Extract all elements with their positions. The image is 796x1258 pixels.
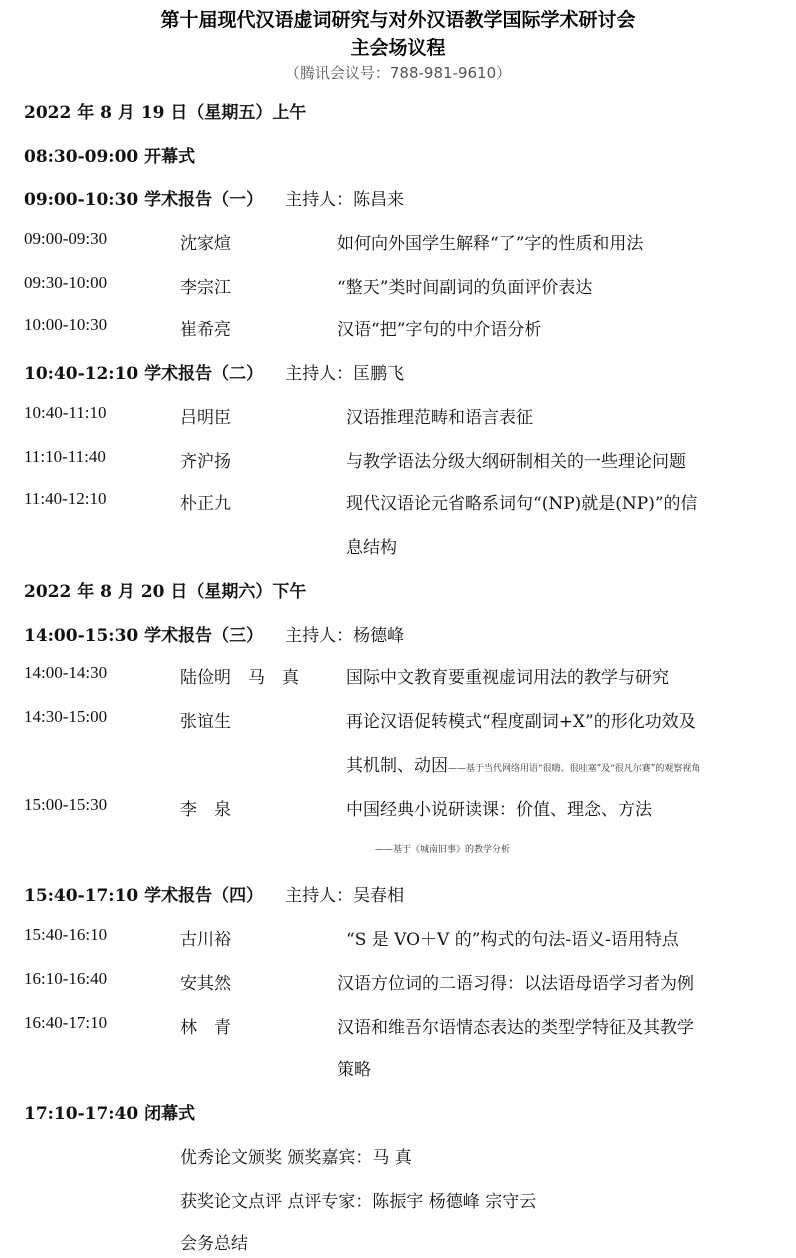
talk-time: 16:40-17:10	[24, 1013, 108, 1032]
talk-time: 14:00-14:30	[24, 663, 108, 682]
talk-title: 汉语方位词的二语习得：以法语母语学习者为例	[337, 974, 694, 994]
talk-speaker: 张谊生	[180, 712, 231, 732]
closing-ceremony: 17:10-17:40 闭幕式	[24, 1104, 196, 1124]
talk-title: 再论汉语促转模式“程度副词+X”的形化功效及	[346, 712, 696, 732]
talk-time: 10:00-10:30	[24, 315, 108, 334]
talk-title: 汉语“把”字句的中介语分析	[337, 320, 542, 340]
talk-title-continued: 息结构	[346, 538, 397, 558]
talk-title-continued	[346, 751, 700, 776]
talk-time: 15:40-16:10	[24, 925, 108, 944]
session3-header	[24, 621, 404, 646]
talk-speaker: 吕明臣	[180, 408, 231, 428]
session2-header	[24, 359, 404, 384]
session1-header	[24, 185, 404, 210]
talk-speaker: 李 泉	[180, 800, 231, 820]
talk-time: 16:10-16:40	[24, 969, 108, 988]
talk-title: 如何向外国学生解释“了”字的性质和用法	[337, 234, 644, 254]
session1-host: 主持人：陈昌来	[285, 190, 405, 210]
session4-label: 15:40-17:10 学术报告（四）	[24, 886, 264, 906]
talk-title: 现代汉语论元省略系词句“(NP)就是(NP)”的信	[346, 494, 698, 514]
session3-host: 主持人：杨德峰	[285, 626, 405, 646]
closing-item: 会务总结	[180, 1234, 248, 1254]
talk-speaker: 安其然	[180, 974, 231, 994]
talk-title: 中国经典小说研读课：价值、理念、方法	[346, 800, 652, 820]
title-line-1: 第十届现代汉语虚词研究与对外汉语教学国际学术研讨会	[160, 9, 636, 31]
session2-label: 10:40-12:10 学术报告（二）	[24, 364, 264, 384]
talk-time: 11:10-11:40	[24, 447, 106, 466]
talk-time: 09:00-09:30	[24, 229, 108, 248]
day1-date: 2022 年 8 月 19 日（星期五）上午	[24, 103, 307, 123]
closing-item: 获奖论文点评 点评专家：陈振宇 杨德峰 宗守云	[180, 1192, 537, 1212]
session3-label: 14:00-15:30 学术报告（三）	[24, 626, 264, 646]
talk-time: 15:00-15:30	[24, 795, 108, 814]
talk-title: 汉语推理范畴和语言表征	[346, 408, 533, 428]
talk-subtitle: ——基于当代网络用语“很嗨、很哇塞”及“很凡尔赛”的观察视角	[448, 764, 701, 774]
talk-title: “S 是 VO＋V 的”构式的句法-语义-语用特点	[346, 930, 679, 950]
talk-speaker: 陆俭明 马 真	[180, 668, 299, 688]
talk-title: “整天”类时间副词的负面评价表达	[337, 278, 593, 298]
talk-subtitle: ——基于《城南旧事》的教学分析	[375, 845, 511, 855]
talk-time: 14:30-15:00	[24, 707, 108, 726]
opening-ceremony: 08:30-09:00 开幕式	[24, 147, 196, 167]
talk-speaker: 崔希亮	[180, 320, 231, 340]
session4-header	[24, 881, 404, 906]
meeting-id: （腾讯会议号：788-981-9610）	[284, 64, 512, 82]
talk-speaker: 李宗江	[180, 278, 231, 298]
talk-speaker: 齐沪扬	[180, 452, 231, 472]
talk-title: 汉语和维吾尔语情态表达的类型学特征及其教学	[337, 1018, 694, 1038]
session1-label: 09:00-10:30 学术报告（一）	[24, 190, 264, 210]
talk-speaker: 林 青	[180, 1018, 231, 1038]
talk-time: 11:40-12:10	[24, 489, 107, 508]
closing-item: 优秀论文颁奖 颁奖嘉宾：马 真	[180, 1148, 412, 1168]
talk-time: 10:40-11:10	[24, 403, 107, 422]
talk-speaker: 古川裕	[180, 930, 231, 950]
talk-speaker: 朴正九	[180, 494, 231, 514]
talk-speaker: 沈家煊	[180, 234, 231, 254]
day2-date: 2022 年 8 月 20 日（星期六）下午	[24, 582, 307, 602]
talk-title-cont-text: 其机制、动因	[346, 756, 448, 776]
session4-host: 主持人：吴春相	[285, 886, 405, 906]
talk-title-continued: 策略	[337, 1060, 371, 1080]
title-line-2: 主会场议程	[350, 37, 446, 59]
talk-title: 国际中文教育要重视虚词用法的教学与研究	[346, 668, 669, 688]
talk-time: 09:30-10:00	[24, 273, 108, 292]
session2-host: 主持人：匡鹏飞	[285, 364, 405, 384]
talk-title: 与教学语法分级大纲研制相关的一些理论问题	[346, 452, 686, 472]
